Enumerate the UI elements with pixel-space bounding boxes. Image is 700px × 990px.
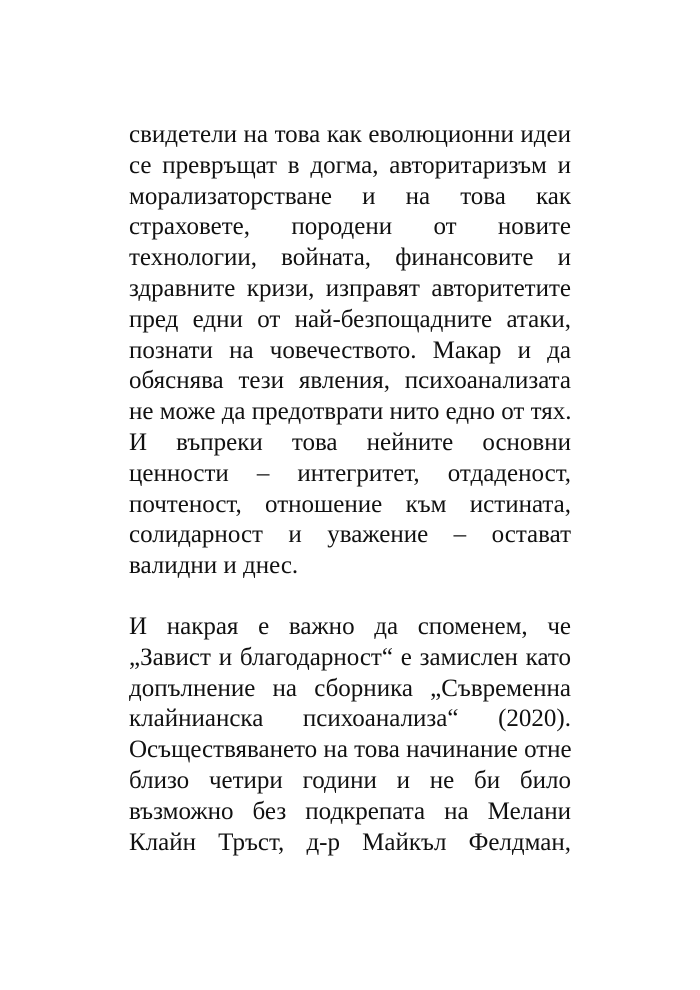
paragraph-line: И въпреки това нейните основни — [129, 428, 571, 456]
paragraph-line: познати на човечеството. Макар и да — [129, 336, 571, 364]
paragraph-line: не може да предотврати нито едно от тях. — [129, 398, 572, 426]
paragraph-line: клайнианска психоанализа“ (2020). — [129, 705, 571, 733]
paragraph-line: почтеност, отношение към истината, — [129, 490, 571, 518]
paragraph-line: близо четири години и не би било — [129, 766, 571, 794]
paragraph-line: обяснява тези явления, психоанализата — [129, 367, 571, 395]
paragraph-line: солидарност и уважение – остават — [129, 521, 571, 549]
paragraph-1 — [129, 120, 571, 582]
paragraph-line: технологии, войната, финансовите и — [129, 244, 571, 272]
paragraph-line: „Завист и благодарност“ е замислен като — [129, 643, 571, 671]
paragraph-line: свидетели на това как еволюционни идеи — [129, 121, 571, 148]
paragraph-2 — [129, 612, 571, 858]
paragraph-line: И накрая е важно да споменем, че — [129, 613, 571, 640]
paragraph-line: пред едни от най-безпощадните атаки, — [129, 305, 571, 333]
paragraph-line: допълнение на сборника „Съвременна — [129, 674, 571, 702]
paragraph-line: Осъществяването на това начинание отне — [129, 736, 572, 764]
paragraph-line: страховете, породени от новите — [129, 213, 571, 241]
paragraph-line: Клайн Тръст, д-р Майкъл Фелдман, — [129, 828, 571, 856]
paragraph-line: ценности – интегритет, отдаденост, — [129, 459, 571, 487]
paragraph-line: здравните кризи, изправят авторитетите — [129, 274, 571, 302]
paragraph-line: възможно без подкрепата на Мелани — [129, 797, 571, 825]
paragraph-line: морализаторстване и на това как — [129, 182, 571, 210]
paragraph-line: се превръщат в догма, авторитаризъм и — [129, 151, 571, 179]
paragraph-line: валидни и днес. — [129, 552, 299, 580]
